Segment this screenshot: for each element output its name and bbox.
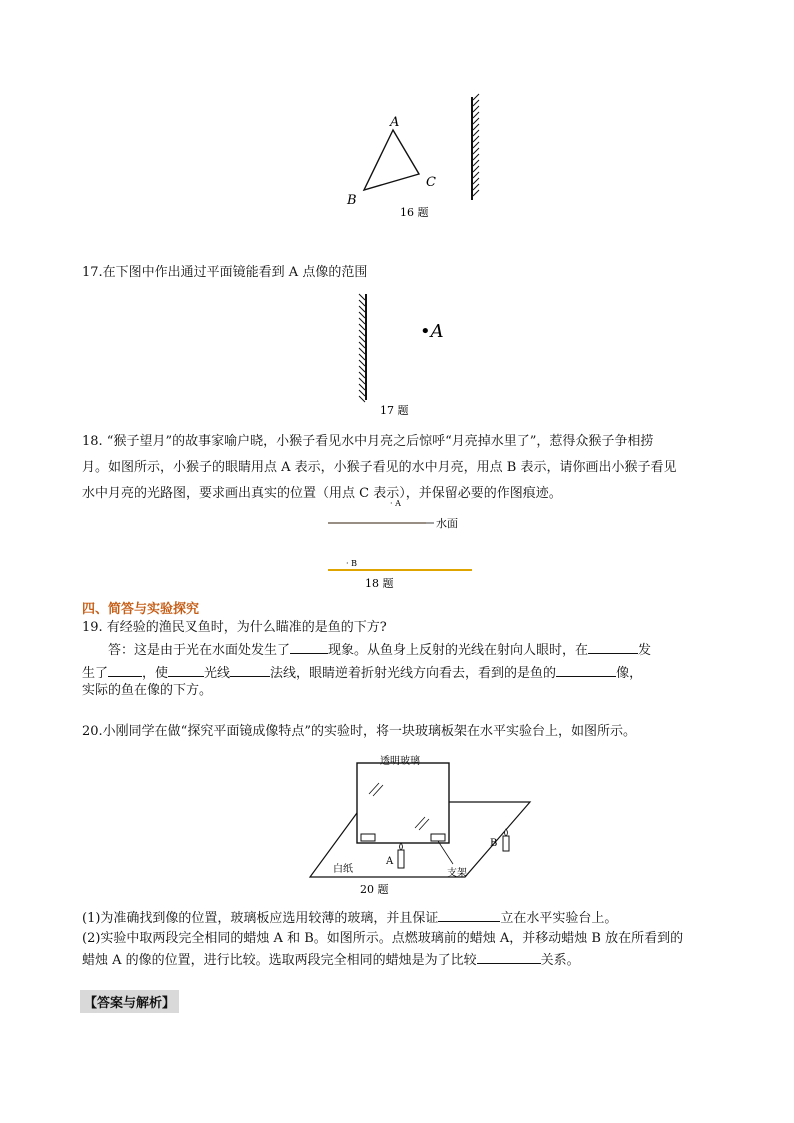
question-20-part-2-line-2 xyxy=(82,948,580,974)
blank-8[interactable] xyxy=(477,949,541,964)
candle-a xyxy=(398,843,404,868)
blank-3[interactable] xyxy=(108,662,142,677)
blank-1[interactable] xyxy=(290,639,328,654)
stand-left xyxy=(361,834,375,841)
figure-20 xyxy=(305,752,535,902)
point-b-18: · B xyxy=(346,559,357,568)
glass-plate xyxy=(357,763,449,843)
water-label: 水面 xyxy=(436,517,458,530)
blank-7[interactable] xyxy=(438,907,500,922)
blank-4[interactable] xyxy=(168,662,204,677)
answer-19-a1: 答：这是由于光在水面处发生了 xyxy=(108,643,291,658)
point-a-18: · A xyxy=(390,499,401,508)
answer-19-b2: ，使 xyxy=(142,666,169,681)
answer-19-a2: 现象。从鱼身上反射的光线在射向人眼时，在 xyxy=(328,643,589,658)
question-18-line-1: 18. “猴子望月”的故事家喻户晓，小猴子看见水中月亮之后惊呼“月亮掉水里了”，惹得众猴子争相捞 xyxy=(82,434,654,449)
point-a-17: •A xyxy=(420,321,444,342)
triangle-abc xyxy=(364,130,419,190)
question-18-line-2: 月。如图所示，小猴子的眼睛用点 A 表示，小猴子看见的水中月亮，用点 B 表示，请你画出小猴子看见 xyxy=(82,460,677,475)
question-20-part-2: (2)实验中取两段完全相同的蜡烛 A 和 B。如图所示。点燃玻璃前的蜡烛 A，并移动蜡烛 B 放在所看到的 xyxy=(82,931,684,946)
part-1-text-b: 立在水平实验台上。 xyxy=(500,911,618,926)
answer-19-b5: 像， xyxy=(616,666,643,681)
label-c: C xyxy=(426,175,436,190)
label-a: A xyxy=(390,115,400,130)
part-1-text-a: (1)为准确找到像的位置，玻璃板应选用较薄的玻璃，并且保证 xyxy=(82,911,439,926)
blank-2[interactable] xyxy=(588,639,638,654)
section-title: 四、简答与实验探究 xyxy=(82,602,200,617)
question-20: 20.小刚同学在做“探究平面镜成像特点”的实验时，将一块玻璃板架在水平实验台上，如图所示。 xyxy=(82,724,636,739)
caption-20: 20 题 xyxy=(360,883,389,896)
part-2-text-a: 蜡烛 A 的像的位置，进行比较。选取两段完全相同的蜡烛是为了比较 xyxy=(82,953,477,968)
answer-19-b3: 光线 xyxy=(204,666,231,681)
label-b: B xyxy=(347,193,357,208)
glass-label: 透明玻璃 xyxy=(380,756,420,767)
caption-17: 17 题 xyxy=(380,404,409,417)
blank-6[interactable] xyxy=(556,662,616,677)
figure-16 xyxy=(330,90,500,225)
candle-a-label: A xyxy=(386,856,394,867)
answer-19-b1: 生了 xyxy=(82,666,109,681)
blank-5[interactable] xyxy=(230,662,270,677)
paper-label: 白纸 xyxy=(333,864,353,875)
answer-19-line-3: 实际的鱼在像的下方。 xyxy=(82,683,213,698)
answer-19-a3: 发 xyxy=(638,643,652,658)
caption-18: 18 题 xyxy=(365,577,394,590)
stand-label: 支架 xyxy=(447,868,467,879)
stand-right xyxy=(431,834,445,841)
figure-18 xyxy=(320,496,490,591)
plane-mirror-16 xyxy=(472,94,479,200)
answer-19-b4: 法线，眼睛逆着折射光线方向看去，看到的是鱼的 xyxy=(270,666,557,681)
question-18-line-3: 水中月亮的光路图，要求画出真实的位置（用点 C 表示），并保留必要的作图痕迹。 xyxy=(82,486,562,501)
answer-header: 【答案与解析】 xyxy=(80,990,179,1013)
figure-17 xyxy=(340,290,470,420)
candle-b-label: B xyxy=(490,838,498,849)
part-2-text-b: 关系。 xyxy=(540,953,580,968)
question-17: 17.在下图中作出通过平面镜能看到 A 点像的范围 xyxy=(82,265,368,280)
plane-mirror-17 xyxy=(359,294,366,402)
stand-leader xyxy=(438,841,453,864)
caption-16: 16 题 xyxy=(400,206,429,219)
question-19: 19. 有经验的渔民叉鱼时，为什么瞄准的是鱼的下方? xyxy=(82,620,387,635)
